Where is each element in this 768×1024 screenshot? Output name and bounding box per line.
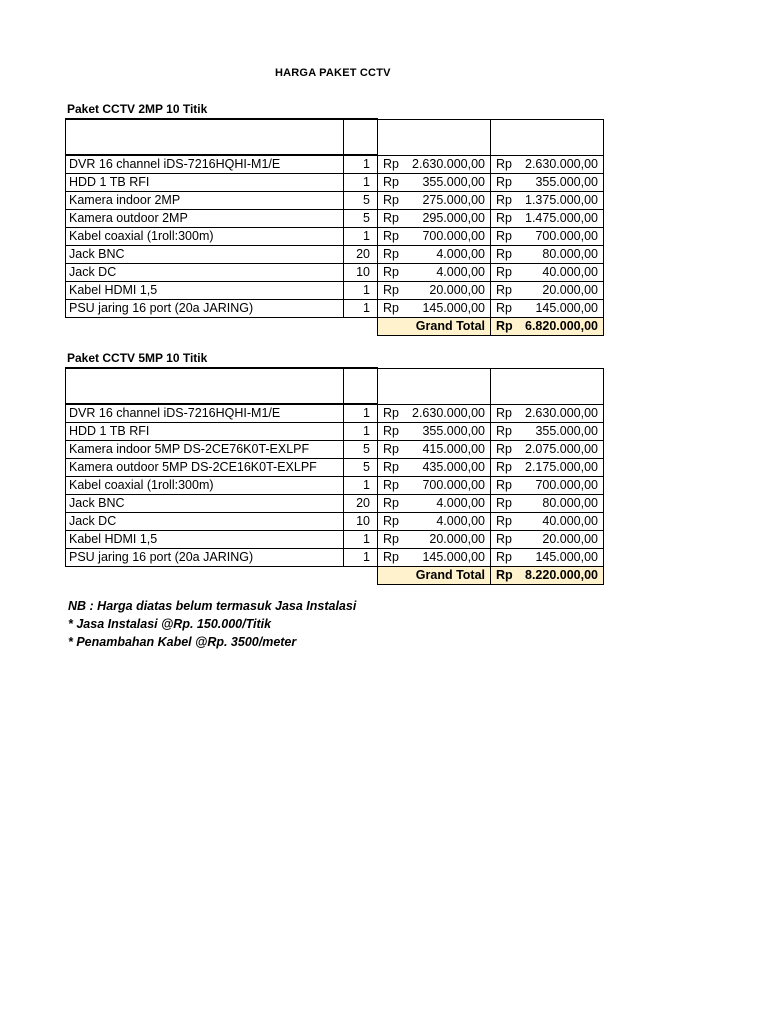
money-cell	[383, 210, 485, 227]
currency-label: Rp	[496, 265, 512, 279]
item-qty: 1	[344, 282, 378, 300]
item-total	[491, 549, 604, 567]
header-cell-total	[491, 368, 604, 404]
currency-label: Rp	[496, 405, 512, 420]
table-row	[66, 441, 604, 459]
money-cell	[383, 495, 485, 512]
item-unit-price	[378, 228, 491, 246]
money-cell	[383, 228, 485, 245]
header-cell-price	[378, 368, 491, 404]
total-value: 20.000,00	[542, 283, 598, 297]
total-value: 2.175.000,00	[525, 460, 598, 474]
blank-cell	[66, 567, 344, 585]
money-cell	[496, 210, 598, 227]
currency-label: Rp	[496, 442, 512, 456]
item-name: Jack BNC	[66, 246, 344, 264]
item-unit-price	[378, 549, 491, 567]
note-line: NB : Harga diatas belum termasuk Jasa Instalasi	[68, 599, 357, 613]
currency-label: Rp	[383, 478, 399, 492]
unit-price-value: 700.000,00	[422, 229, 485, 243]
total-value: 2.630.000,00	[525, 156, 598, 171]
item-total	[491, 246, 604, 264]
table-row	[66, 549, 604, 567]
item-unit-price	[378, 531, 491, 549]
currency-label: Rp	[383, 496, 399, 510]
item-qty: 1	[344, 174, 378, 192]
money-cell	[383, 531, 485, 548]
money-cell	[496, 531, 598, 548]
unit-price-value: 4.000,00	[436, 496, 485, 510]
table-row	[66, 174, 604, 192]
currency-label: Rp	[496, 247, 512, 261]
item-name: PSU jaring 16 port (20a JARING)	[66, 300, 344, 318]
currency-label: Rp	[496, 424, 512, 438]
item-total	[491, 404, 604, 423]
item-total	[491, 174, 604, 192]
item-unit-price	[378, 404, 491, 423]
money-cell	[383, 174, 485, 191]
header-cell-name	[66, 368, 344, 404]
unit-price-value: 20.000,00	[429, 283, 485, 297]
item-unit-price	[378, 477, 491, 495]
package-title: Paket CCTV 5MP 10 Titik	[67, 351, 208, 365]
currency-label: Rp	[383, 301, 399, 315]
item-qty: 10	[344, 264, 378, 282]
currency-label: Rp	[496, 283, 512, 297]
currency-label: Rp	[496, 301, 512, 315]
money-cell	[496, 477, 598, 494]
item-qty: 1	[344, 531, 378, 549]
item-qty: 1	[344, 477, 378, 495]
item-total	[491, 300, 604, 318]
total-value: 700.000,00	[535, 478, 598, 492]
table-row	[66, 282, 604, 300]
currency-label: Rp	[383, 514, 399, 528]
item-unit-price	[378, 423, 491, 441]
item-unit-price	[378, 441, 491, 459]
note-line: * Penambahan Kabel @Rp. 3500/meter	[68, 635, 297, 649]
blank-cell	[344, 567, 378, 585]
grand-total-value	[491, 567, 604, 585]
item-qty: 5	[344, 441, 378, 459]
currency-label: Rp	[383, 229, 399, 243]
currency-label: Rp	[383, 442, 399, 456]
table-row	[66, 210, 604, 228]
price-table	[65, 367, 604, 585]
item-name: Kabel HDMI 1,5	[66, 282, 344, 300]
total-value: 80.000,00	[542, 496, 598, 510]
table-row	[66, 459, 604, 477]
table-header-row	[66, 368, 604, 404]
table-row	[66, 477, 604, 495]
unit-price-value: 700.000,00	[422, 478, 485, 492]
money-cell	[496, 282, 598, 299]
total-value: 700.000,00	[535, 229, 598, 243]
unit-price-value: 295.000,00	[422, 211, 485, 225]
money-cell	[383, 264, 485, 281]
grand-total-row	[66, 318, 604, 336]
grand-total-row	[66, 567, 604, 585]
item-unit-price	[378, 155, 491, 174]
item-name: Jack BNC	[66, 495, 344, 513]
header-cell-qty	[344, 119, 378, 155]
header-cell-price	[378, 119, 491, 155]
table-row	[66, 264, 604, 282]
table-row	[66, 192, 604, 210]
price-table	[65, 118, 604, 336]
money-cell	[383, 477, 485, 494]
money-cell	[496, 405, 598, 422]
currency-label: Rp	[383, 156, 399, 171]
money-cell	[496, 495, 598, 512]
money-cell	[383, 459, 485, 476]
item-total	[491, 459, 604, 477]
item-qty: 1	[344, 228, 378, 246]
item-total	[491, 477, 604, 495]
currency-label: Rp	[496, 568, 513, 582]
item-total	[491, 282, 604, 300]
currency-label: Rp	[496, 550, 512, 564]
currency-label: Rp	[383, 532, 399, 546]
blank-cell	[344, 318, 378, 336]
document-title: HARGA PAKET CCTV	[275, 67, 391, 79]
grand-total-label: Grand Total	[378, 567, 491, 585]
item-unit-price	[378, 264, 491, 282]
money-cell	[383, 300, 485, 317]
currency-label: Rp	[496, 229, 512, 243]
unit-price-value: 20.000,00	[429, 532, 485, 546]
currency-label: Rp	[496, 478, 512, 492]
total-value: 2.075.000,00	[525, 442, 598, 456]
item-unit-price	[378, 210, 491, 228]
unit-price-value: 275.000,00	[422, 193, 485, 207]
unit-price-value: 145.000,00	[422, 550, 485, 564]
total-value: 80.000,00	[542, 247, 598, 261]
item-name: DVR 16 channel iDS-7216HQHI-M1/E	[66, 155, 344, 174]
item-total	[491, 531, 604, 549]
money-cell	[383, 405, 485, 422]
item-total	[491, 513, 604, 531]
grand-total-value	[491, 318, 604, 336]
money-cell	[496, 567, 598, 584]
unit-price-value: 4.000,00	[436, 247, 485, 261]
item-name: Kamera outdoor 2MP	[66, 210, 344, 228]
item-total	[491, 441, 604, 459]
total-value: 1.375.000,00	[525, 193, 598, 207]
item-unit-price	[378, 300, 491, 318]
item-qty: 1	[344, 155, 378, 174]
unit-price-value: 415.000,00	[422, 442, 485, 456]
blank-cell	[66, 318, 344, 336]
total-value: 40.000,00	[542, 265, 598, 279]
item-name: Jack DC	[66, 513, 344, 531]
currency-label: Rp	[383, 405, 399, 420]
item-total	[491, 228, 604, 246]
currency-label: Rp	[383, 175, 399, 189]
money-cell	[496, 549, 598, 566]
currency-label: Rp	[496, 193, 512, 207]
item-qty: 5	[344, 210, 378, 228]
total-value: 1.475.000,00	[525, 211, 598, 225]
currency-label: Rp	[496, 319, 513, 333]
item-name: Kabel coaxial (1roll:300m)	[66, 228, 344, 246]
header-cell-qty	[344, 368, 378, 404]
item-qty: 1	[344, 549, 378, 567]
item-unit-price	[378, 192, 491, 210]
item-total	[491, 192, 604, 210]
table-row	[66, 300, 604, 318]
item-name: Kamera indoor 2MP	[66, 192, 344, 210]
item-total	[491, 264, 604, 282]
money-cell	[496, 423, 598, 440]
unit-price-value: 2.630.000,00	[412, 156, 485, 171]
table-row	[66, 246, 604, 264]
table-row	[66, 228, 604, 246]
item-unit-price	[378, 513, 491, 531]
table-row	[66, 495, 604, 513]
currency-label: Rp	[383, 247, 399, 261]
item-unit-price	[378, 459, 491, 477]
item-qty: 5	[344, 192, 378, 210]
item-name: HDD 1 TB RFI	[66, 174, 344, 192]
item-name: DVR 16 channel iDS-7216HQHI-M1/E	[66, 404, 344, 423]
item-qty: 5	[344, 459, 378, 477]
currency-label: Rp	[496, 156, 512, 171]
money-cell	[496, 192, 598, 209]
item-unit-price	[378, 282, 491, 300]
item-qty: 20	[344, 246, 378, 264]
header-cell-total	[491, 119, 604, 155]
money-cell	[496, 264, 598, 281]
package-title: Paket CCTV 2MP 10 Titik	[67, 102, 208, 116]
money-cell	[496, 228, 598, 245]
total-value: 2.630.000,00	[525, 405, 598, 420]
money-cell	[383, 441, 485, 458]
item-name: Kabel HDMI 1,5	[66, 531, 344, 549]
item-unit-price	[378, 246, 491, 264]
item-total	[491, 155, 604, 174]
currency-label: Rp	[496, 514, 512, 528]
table-row	[66, 513, 604, 531]
currency-label: Rp	[496, 496, 512, 510]
total-value: 145.000,00	[535, 550, 598, 564]
item-total	[491, 423, 604, 441]
unit-price-value: 145.000,00	[422, 301, 485, 315]
money-cell	[496, 459, 598, 476]
currency-label: Rp	[383, 193, 399, 207]
item-name: HDD 1 TB RFI	[66, 423, 344, 441]
item-qty: 1	[344, 404, 378, 423]
currency-label: Rp	[383, 550, 399, 564]
table-row	[66, 404, 604, 423]
item-unit-price	[378, 495, 491, 513]
currency-label: Rp	[383, 283, 399, 297]
item-total	[491, 210, 604, 228]
grand-total-label: Grand Total	[378, 318, 491, 336]
money-cell	[383, 549, 485, 566]
item-qty: 1	[344, 300, 378, 318]
currency-label: Rp	[383, 265, 399, 279]
currency-label: Rp	[496, 175, 512, 189]
money-cell	[383, 246, 485, 263]
currency-label: Rp	[496, 211, 512, 225]
currency-label: Rp	[496, 460, 512, 474]
total-value: 20.000,00	[542, 532, 598, 546]
currency-label: Rp	[383, 460, 399, 474]
item-total	[491, 495, 604, 513]
grand-total-amount: 8.220.000,00	[525, 568, 598, 582]
money-cell	[496, 318, 598, 335]
item-qty: 10	[344, 513, 378, 531]
item-unit-price	[378, 174, 491, 192]
table-row	[66, 531, 604, 549]
money-cell	[496, 156, 598, 173]
money-cell	[383, 513, 485, 530]
unit-price-value: 4.000,00	[436, 265, 485, 279]
grand-total-amount: 6.820.000,00	[525, 319, 598, 333]
money-cell	[496, 513, 598, 530]
total-value: 355.000,00	[535, 175, 598, 189]
note-line: * Jasa Instalasi @Rp. 150.000/Titik	[68, 617, 272, 631]
currency-label: Rp	[496, 532, 512, 546]
header-cell-name	[66, 119, 344, 155]
money-cell	[383, 156, 485, 173]
unit-price-value: 4.000,00	[436, 514, 485, 528]
item-name: Kamera indoor 5MP DS-2CE76K0T-EXLPF	[66, 441, 344, 459]
table-row	[66, 423, 604, 441]
total-value: 355.000,00	[535, 424, 598, 438]
unit-price-value: 355.000,00	[422, 424, 485, 438]
money-cell	[496, 246, 598, 263]
money-cell	[383, 282, 485, 299]
money-cell	[383, 192, 485, 209]
item-qty: 20	[344, 495, 378, 513]
item-name: PSU jaring 16 port (20a JARING)	[66, 549, 344, 567]
item-name: Jack DC	[66, 264, 344, 282]
unit-price-value: 355.000,00	[422, 175, 485, 189]
currency-label: Rp	[383, 211, 399, 225]
unit-price-value: 435.000,00	[422, 460, 485, 474]
item-qty: 1	[344, 423, 378, 441]
total-value: 145.000,00	[535, 301, 598, 315]
item-name: Kabel coaxial (1roll:300m)	[66, 477, 344, 495]
table-header-row	[66, 119, 604, 155]
money-cell	[496, 300, 598, 317]
item-name: Kamera outdoor 5MP DS-2CE16K0T-EXLPF	[66, 459, 344, 477]
total-value: 40.000,00	[542, 514, 598, 528]
table-row	[66, 155, 604, 174]
money-cell	[496, 174, 598, 191]
money-cell	[496, 441, 598, 458]
currency-label: Rp	[383, 424, 399, 438]
money-cell	[383, 423, 485, 440]
unit-price-value: 2.630.000,00	[412, 405, 485, 420]
